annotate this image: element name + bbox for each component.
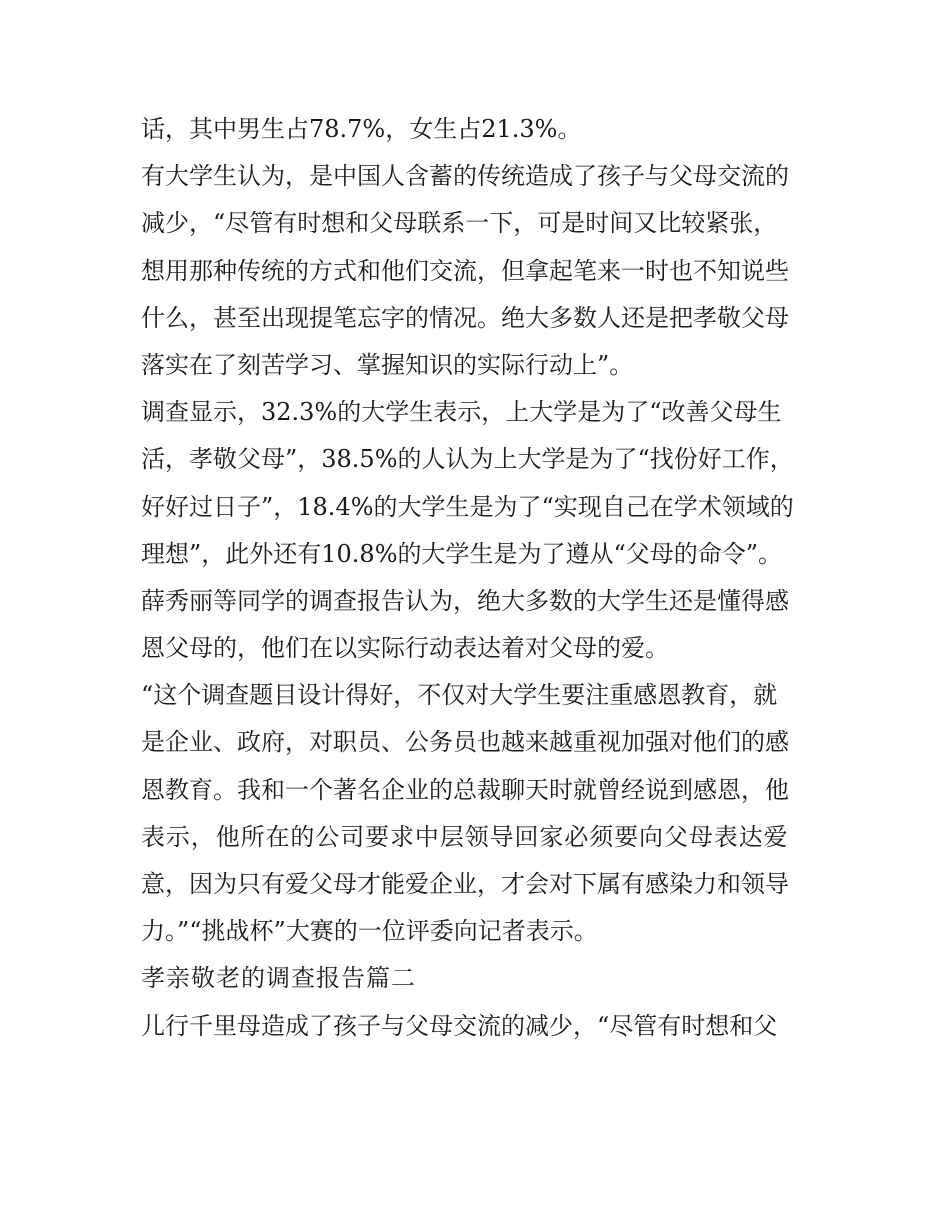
- text-line-6: 落实在了刻苦学习、掌握知识的实际行动上”。: [141, 350, 634, 379]
- section-heading: 孝亲敬老的调查报告篇二: [141, 964, 416, 993]
- text-line-7: 调查显示，32.3%的大学生表示，上大学是为了“改善父母生: [141, 398, 782, 427]
- text-line-2: 有大学生认为，是中国人含蓄的传统造成了孩子与父母交流的: [141, 162, 789, 191]
- text-line-14: 是企业、政府，对职员、公务员也越来越重视加强对他们的感: [141, 728, 789, 757]
- body-text: [141, 106, 821, 1050]
- text-line-18: 力。”“挑战杯”大赛的一位评委向记者表示。: [141, 917, 598, 946]
- text-line-12: 恩父母的，他们在以实际行动表达着对父母的爱。: [141, 634, 669, 663]
- text-line-5: 什么，甚至出现提笔忘字的情况。绝大多数人还是把孝敬父母: [141, 303, 789, 332]
- text-line-8: 活，孝敬父母”，38.5%的人认为上大学是为了“找份好工作，: [141, 445, 794, 474]
- text-line-4: 想用那种传统的方式和他们交流，但拿起笔来一时也不知说些: [141, 256, 789, 285]
- text-line-11: 薛秀丽等同学的调查报告认为，绝大多数的大学生还是懂得感: [141, 586, 789, 615]
- text-line-15: 恩教育。我和一个著名企业的总裁聊天时就曾经说到感恩，他: [141, 775, 789, 804]
- text-line-16: 表示，他所在的公司要求中层领导回家必须要向父母表达爱: [141, 822, 789, 851]
- text-line-20: 儿行千里母造成了孩子与父母交流的减少，“尽管有时想和父: [141, 1011, 778, 1040]
- text-line-3: 减少，“尽管有时想和父母联系一下，可是时间又比较紧张，: [141, 209, 778, 238]
- text-line-13: “这个调查题目设计得好，不仅对大学生要注重感恩教育，就: [141, 681, 778, 710]
- text-line-17: 意，因为只有爱父母才能爱企业，才会对下属有感染力和领导: [141, 870, 789, 898]
- text-line-10: 理想”，此外还有10.8%的大学生是为了遵从“父母的命令”。: [141, 539, 783, 568]
- text-line-9: 好好过日子”，18.4%的大学生是为了“实现自己在学术领域的: [141, 492, 794, 521]
- text-line-1: 话，其中男生占78.7%，女生占21.3%。: [141, 115, 582, 143]
